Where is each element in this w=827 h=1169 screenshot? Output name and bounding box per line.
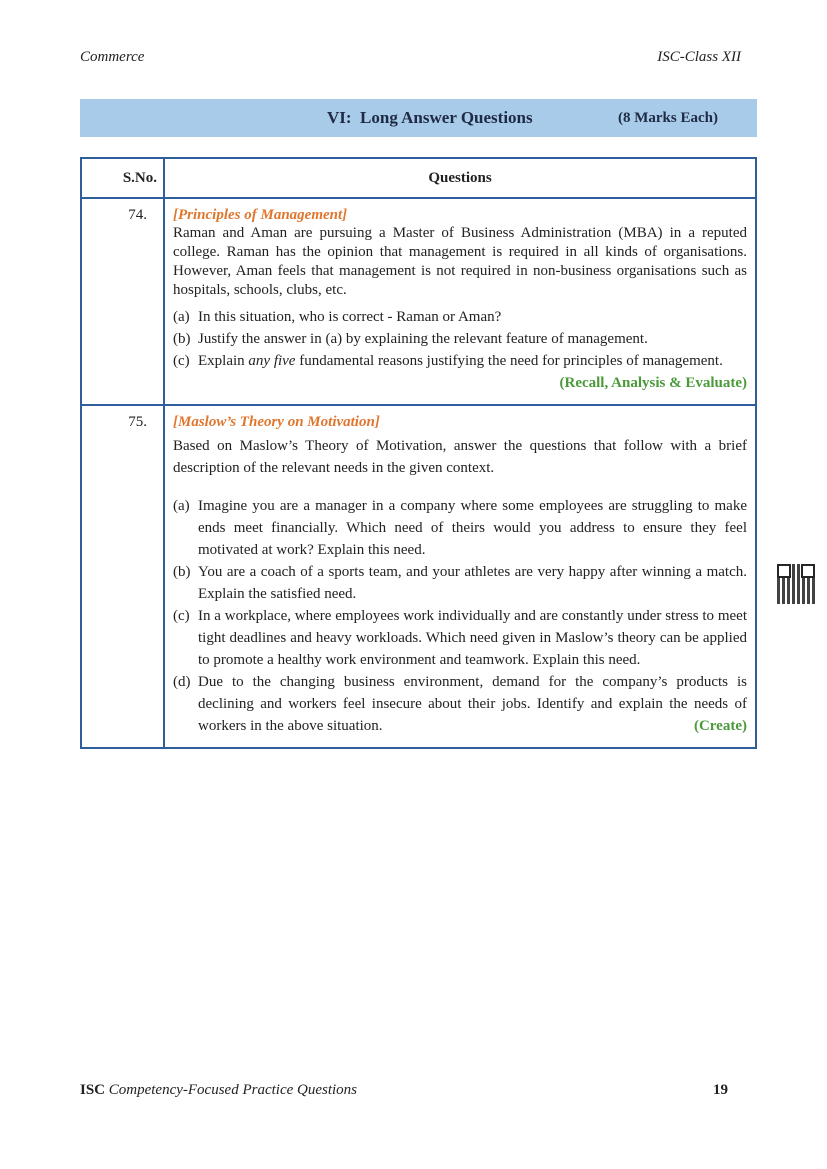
question-cell <box>164 405 756 748</box>
sub-text: In a workplace, where employees work individually and are constantly under stress to meet tight deadlines and heavy workloads. Which need given in Maslow’s theory can be applied to promote a healthy work environment and teamwork. Explain this need. <box>198 608 747 668</box>
sub-label: (c) <box>173 353 190 369</box>
sub-label: (d) <box>173 674 191 690</box>
question-number: 74. <box>81 198 164 405</box>
table-row <box>81 198 756 405</box>
sub-label: (a) <box>173 309 190 325</box>
sub-question <box>173 561 747 605</box>
header-subject: Commerce <box>80 49 145 65</box>
sub-text-emphasis: any five <box>248 353 296 369</box>
sub-text: Justify the answer in (a) by explaining the relevant feature of management. <box>198 331 648 347</box>
sub-text: You are a coach of a sports team, and your athletes are very happy after winning a match. Explain the satisfied need. <box>198 564 747 602</box>
sub-question <box>173 328 747 350</box>
footer-brand: ISC <box>80 1082 106 1098</box>
sub-text-body: Due to the changing business environment, demand for the company’s products is declining and workers feel insecure about their jobs. Identify and explain the needs of workers in the above situation. <box>198 674 747 734</box>
question-intro: Based on Maslow’s Theory of Motivation, answer the questions that follow with a brief description of the relevant needs in the given context. <box>173 438 747 476</box>
footer-subtitle: Competency-Focused Practice Questions <box>108 1082 358 1098</box>
sub-text: Imagine you are a manager in a company where some employees are struggling to make ends meet financially. Which need of theirs would you address to ensure they feel motivated at work? Explain this need. <box>198 498 747 558</box>
sub-text-pre: Explain <box>198 353 249 369</box>
sub-question <box>173 671 747 737</box>
sub-label: (b) <box>173 564 191 580</box>
question-cell <box>164 198 756 405</box>
page-number: 19 <box>713 1082 728 1098</box>
sub-text-post: fundamental reasons justifying the need for principles of management. <box>295 353 723 369</box>
question-topic: [Principles of Management] <box>173 207 348 223</box>
sub-text <box>198 350 747 394</box>
sub-question <box>173 605 747 671</box>
sub-question <box>173 495 747 561</box>
table-row <box>81 405 756 748</box>
competency-tag: (Create) <box>693 718 747 734</box>
section-banner <box>80 99 757 137</box>
sub-label: (a) <box>173 498 190 514</box>
footer-title <box>80 1082 357 1099</box>
sub-text <box>198 671 747 737</box>
header-class: ISC-Class XII <box>657 49 741 65</box>
sub-question <box>173 306 747 328</box>
header-sno: S.No. <box>81 158 164 198</box>
question-topic: [Maslow’s Theory on Motivation] <box>173 414 380 430</box>
question-number: 75. <box>81 405 164 748</box>
section-marks: (8 Marks Each) <box>618 110 718 126</box>
sub-label: (b) <box>173 331 191 347</box>
qr-code-icon[interactable] <box>777 564 815 604</box>
questions-table <box>80 157 757 749</box>
question-intro: Raman and Aman are pursuing a Master of Business Administration (MBA) in a reputed college. Raman has the opinion that management is required in all kinds of organisations. However, Aman feels that management is not required in non-business organisations such as hospitals, schools, clubs, etc. <box>173 225 747 298</box>
section-title: VI: Long Answer Questions <box>327 108 533 127</box>
sub-question <box>173 350 747 394</box>
sub-label: (c) <box>173 608 190 624</box>
header-questions: Questions <box>164 158 756 198</box>
competency-tag: (Recall, Analysis & Evaluate) <box>559 375 747 391</box>
sub-text: In this situation, who is correct - Raman or Aman? <box>198 309 502 325</box>
table-header <box>81 158 756 198</box>
